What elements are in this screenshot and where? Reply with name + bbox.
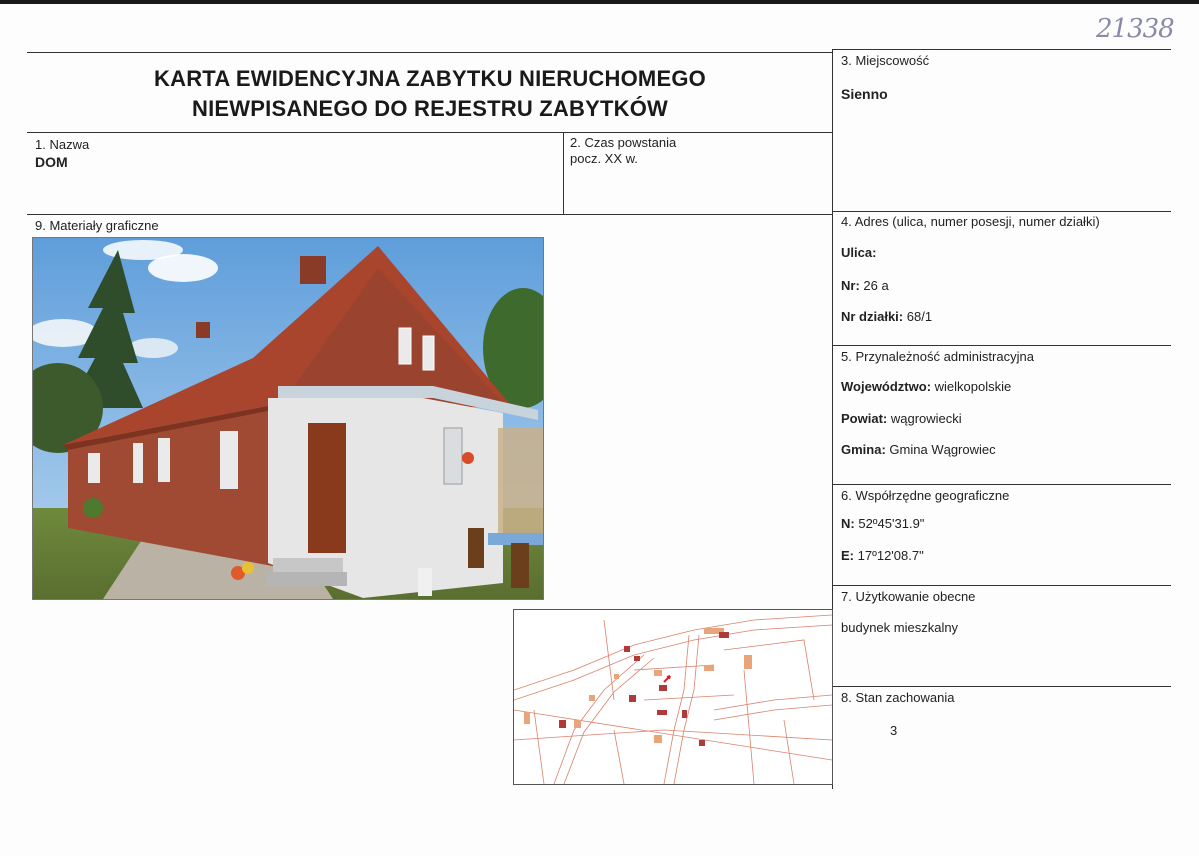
adres-nr-value: 26 a — [863, 278, 889, 293]
shrub — [83, 498, 103, 518]
adres-ulica — [841, 245, 876, 260]
map-road — [554, 655, 644, 784]
wspolrzedne-e-value: 17º12'08.7" — [857, 548, 924, 563]
rule-under-wspolrzedne — [832, 585, 1171, 586]
map-building — [704, 665, 714, 671]
map-building — [524, 712, 530, 724]
nazwa-value: DOM — [35, 154, 68, 170]
top-scan-edge — [0, 0, 1199, 4]
rule-under-nazwa — [27, 214, 832, 215]
map-line — [514, 710, 832, 760]
uzytkowanie-value: budynek mieszkalny — [841, 620, 959, 635]
map-line — [534, 710, 544, 784]
wspolrzedne-e-key: E: — [841, 548, 854, 563]
map-building — [589, 695, 595, 701]
miejscowosc-label: 3. Miejscowość — [841, 53, 930, 68]
porch-window — [444, 428, 462, 484]
map-building-dark — [624, 646, 630, 652]
czas-label: 2. Czas powstania — [570, 135, 677, 150]
map-building — [574, 720, 581, 728]
adres-dzialka-value: 68/1 — [906, 309, 933, 324]
flower-pot — [462, 452, 474, 464]
divider-vertical-nazwa — [563, 132, 564, 214]
cadastral-map — [513, 609, 833, 785]
gable-window — [399, 328, 411, 364]
step — [265, 572, 347, 586]
map-road — [664, 635, 689, 784]
window — [88, 453, 100, 483]
map-building-dark — [629, 695, 636, 702]
adres-dzialka — [841, 309, 932, 324]
administracja-gmina — [841, 442, 996, 457]
map-building — [654, 735, 662, 743]
wspolrzedne-n — [841, 516, 924, 531]
adres-dzialka-key: Nr działki: — [841, 309, 904, 324]
stan-value: 3 — [890, 723, 898, 738]
front-door — [308, 423, 346, 553]
map-line — [644, 695, 734, 700]
rule-under-adres — [832, 345, 1171, 346]
rule-under-miejscowosc — [832, 211, 1171, 212]
wspolrzedne-label: 6. Współrzędne geograficzne — [841, 488, 1010, 503]
house-photo-drawing — [33, 238, 543, 599]
powiat-value: wągrowiecki — [890, 411, 962, 426]
map-building — [614, 674, 619, 679]
nazwa-label: 1. Nazwa — [35, 137, 90, 152]
wspolrzedne-e — [841, 548, 924, 563]
map-building-dark — [682, 710, 687, 718]
adres-nr — [841, 278, 889, 293]
wspolrzedne-n-value: 52º45'31.9" — [858, 516, 925, 531]
chimney — [300, 256, 326, 284]
czas-value: pocz. XX w. — [570, 151, 638, 166]
map-building-dark — [634, 656, 640, 661]
rule-under-title — [27, 132, 832, 133]
gable-window — [423, 336, 434, 370]
chair — [511, 543, 529, 588]
map-line — [614, 730, 624, 784]
map-building-dark — [719, 632, 729, 638]
uzytkowanie-label: 7. Użytkowanie obecne — [841, 589, 976, 604]
rule-top-right — [832, 49, 1171, 50]
map-building-dark — [559, 720, 566, 728]
materialy-label: 9. Materiały graficzne — [35, 218, 159, 233]
adres-ulica-key: Ulica: — [841, 245, 877, 260]
pergola — [498, 428, 543, 538]
stan-label: 8. Stan zachowania — [841, 690, 955, 705]
handwritten-number: 21338 — [1096, 14, 1174, 44]
wspolrzedne-n-key: N: — [841, 516, 855, 531]
map-building-dark — [657, 710, 667, 715]
rule-under-administracja — [832, 484, 1171, 485]
chair — [468, 528, 484, 568]
cadastral-map-drawing — [514, 610, 832, 784]
gmina-value: Gmina Wągrowiec — [889, 442, 996, 457]
map-line — [604, 620, 614, 700]
map-road — [674, 635, 699, 784]
map-road — [714, 695, 832, 710]
gmina-key: Gmina: — [841, 442, 886, 457]
title-line-1: KARTA EWIDENCYJNA ZABYTKU NIERUCHOMEGO — [154, 66, 706, 91]
rule-under-uzytkowanie — [832, 686, 1171, 687]
title-line-2: NIEWPISANEGO DO REJESTRU ZABYTKÓW — [192, 96, 668, 121]
window — [220, 431, 238, 489]
house-photo — [32, 237, 544, 600]
page-title — [30, 64, 830, 124]
wojewodztwo-key: Województwo: — [841, 379, 932, 394]
map-building — [744, 655, 752, 669]
chimney — [196, 322, 210, 338]
map-line — [634, 665, 714, 670]
flowers — [242, 562, 254, 574]
window — [133, 443, 143, 483]
map-building-dark — [659, 685, 667, 691]
map-line — [784, 720, 794, 784]
map-line — [724, 640, 814, 700]
planter — [418, 568, 432, 596]
adres-nr-key: Nr: — [841, 278, 860, 293]
administracja-wojewodztwo — [841, 379, 1011, 394]
powiat-key: Powiat: — [841, 411, 888, 426]
adres-label: 4. Adres (ulica, numer posesji, numer działki) — [841, 214, 1100, 229]
wojewodztwo-value: wielkopolskie — [934, 379, 1012, 394]
map-road — [514, 625, 832, 700]
window — [158, 438, 170, 482]
map-road — [514, 615, 832, 690]
administracja-powiat — [841, 411, 962, 426]
map-road — [744, 670, 754, 784]
location-arrow-icon — [664, 676, 670, 682]
map-building — [654, 670, 662, 676]
map-building-dark — [699, 740, 705, 746]
miejscowosc-value: Sienno — [841, 86, 888, 102]
administracja-label: 5. Przynależność administracyjna — [841, 349, 1034, 364]
rule-top-left — [27, 52, 832, 53]
step — [273, 558, 343, 572]
